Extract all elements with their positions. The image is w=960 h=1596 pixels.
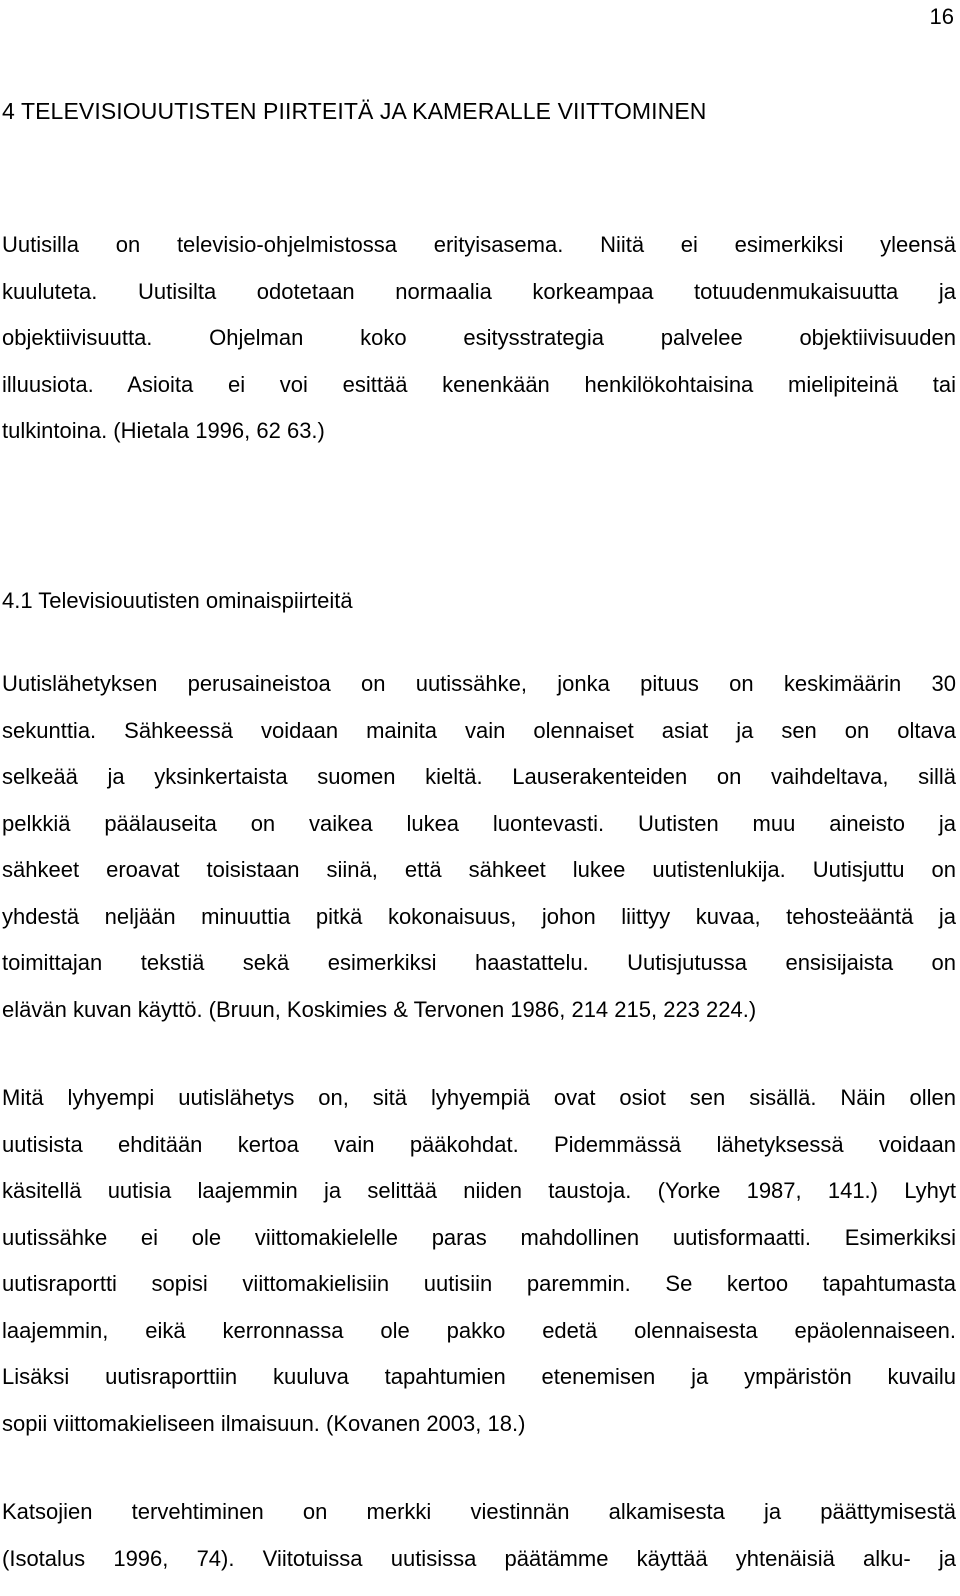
text-line: (Isotalus 1996, 74). Viitotuissa uutisissa päätämme käyttää yhtenäisiä alku- ja xyxy=(2,1545,956,1571)
text-line: objektiivisuutta. Ohjelman koko esitysstrategia palvelee objektiivisuuden xyxy=(2,325,956,350)
text-line: illuusiota. Asioita ei voi esittää kenenkään henkilökohtaisina mielipiteinä tai xyxy=(2,371,956,397)
chapter-heading: 4 TELEVISIOUUTISTEN PIIRTEITÄ JA KAMERALLE VIITTOMINEN xyxy=(2,98,707,124)
text-line: yhdestä neljään minuuttia pitkä kokonaisuus, johon liittyy kuvaa, tehosteääntä ja xyxy=(2,903,956,929)
paragraph-4 xyxy=(2,1489,956,1582)
text-line: elävän kuvan käyttö. (Bruun, Koskimies & Tervonen 1986, 214 215, 223 224.) xyxy=(2,996,757,1022)
text-line: Mitä lyhyempi uutislähetys on, sitä lyhyempiä ovat osiot sen sisällä. Näin ollen xyxy=(2,1085,956,1110)
page-number: 16 xyxy=(929,4,954,29)
text-line: Uutislähetyksen perusaineistoa on uutissähke, jonka pituus on keskimäärin 30 xyxy=(2,671,956,696)
text-line: selkeää ja yksinkertaista suomen kieltä. Lauserakenteiden on vaihdeltava, sillä xyxy=(2,764,956,789)
text-line: Uutisilla on televisio-ohjelmistossa erityisasema. Niitä ei esimerkiksi yleensä xyxy=(2,232,956,257)
text-line: sekunttia. Sähkeessä voidaan mainita vain olennaiset asiat ja sen on oltava xyxy=(2,717,956,743)
text-line: sopii viittomakieliseen ilmaisuun. (Kovanen 2003, 18.) xyxy=(2,1410,526,1436)
text-line: kuuluteta. Uutisilta odotetaan normaalia korkeampaa totuudenmukaisuutta ja xyxy=(2,278,956,304)
text-line: pelkkiä päälauseita on vaikea lukea luontevasti. Uutisten muu aineisto ja xyxy=(2,810,956,836)
section-heading: 4.1 Televisiouutisten ominaispiirteitä xyxy=(2,588,353,613)
text-line: uutisista ehditään kertoa vain pääkohdat. Pidemmässä lähetyksessä voidaan xyxy=(2,1131,956,1157)
text-line: uutissähke ei ole viittomakielelle paras mahdollinen uutisformaatti. Esimerkiksi xyxy=(2,1224,956,1250)
text-line: toimittajan tekstiä sekä esimerkiksi haastattelu. Uutisjutussa ensisijaista on xyxy=(2,950,956,975)
text-line: tulkintoina. (Hietala 1996, 62 63.) xyxy=(2,418,325,443)
text-line: sähkeet eroavat toisistaan siinä, että sähkeet lukee uutistenlukija. Uutisjuttu on xyxy=(2,857,956,882)
text-line: Lisäksi uutisraporttiin kuuluva tapahtumien etenemisen ja ympäristön kuvailu xyxy=(2,1364,956,1389)
paragraph-1 xyxy=(2,222,956,455)
text-line: käsitellä uutisia laajemmin ja selittää niiden taustoja. (Yorke 1987, 141.) Lyhyt xyxy=(2,1178,956,1203)
paragraph-3 xyxy=(2,1075,956,1447)
paragraph-2 xyxy=(2,661,956,1033)
text-line: Katsojien tervehtiminen on merkki viestinnän alkamisesta ja päättymisestä xyxy=(2,1499,956,1524)
text-line: uutisraportti sopisi viittomakielisiin uutisiin paremmin. Se kertoo tapahtumasta xyxy=(2,1271,956,1296)
text-line: laajemmin, eikä kerronnassa ole pakko edetä olennaisesta epäolennaiseen. xyxy=(2,1317,956,1343)
